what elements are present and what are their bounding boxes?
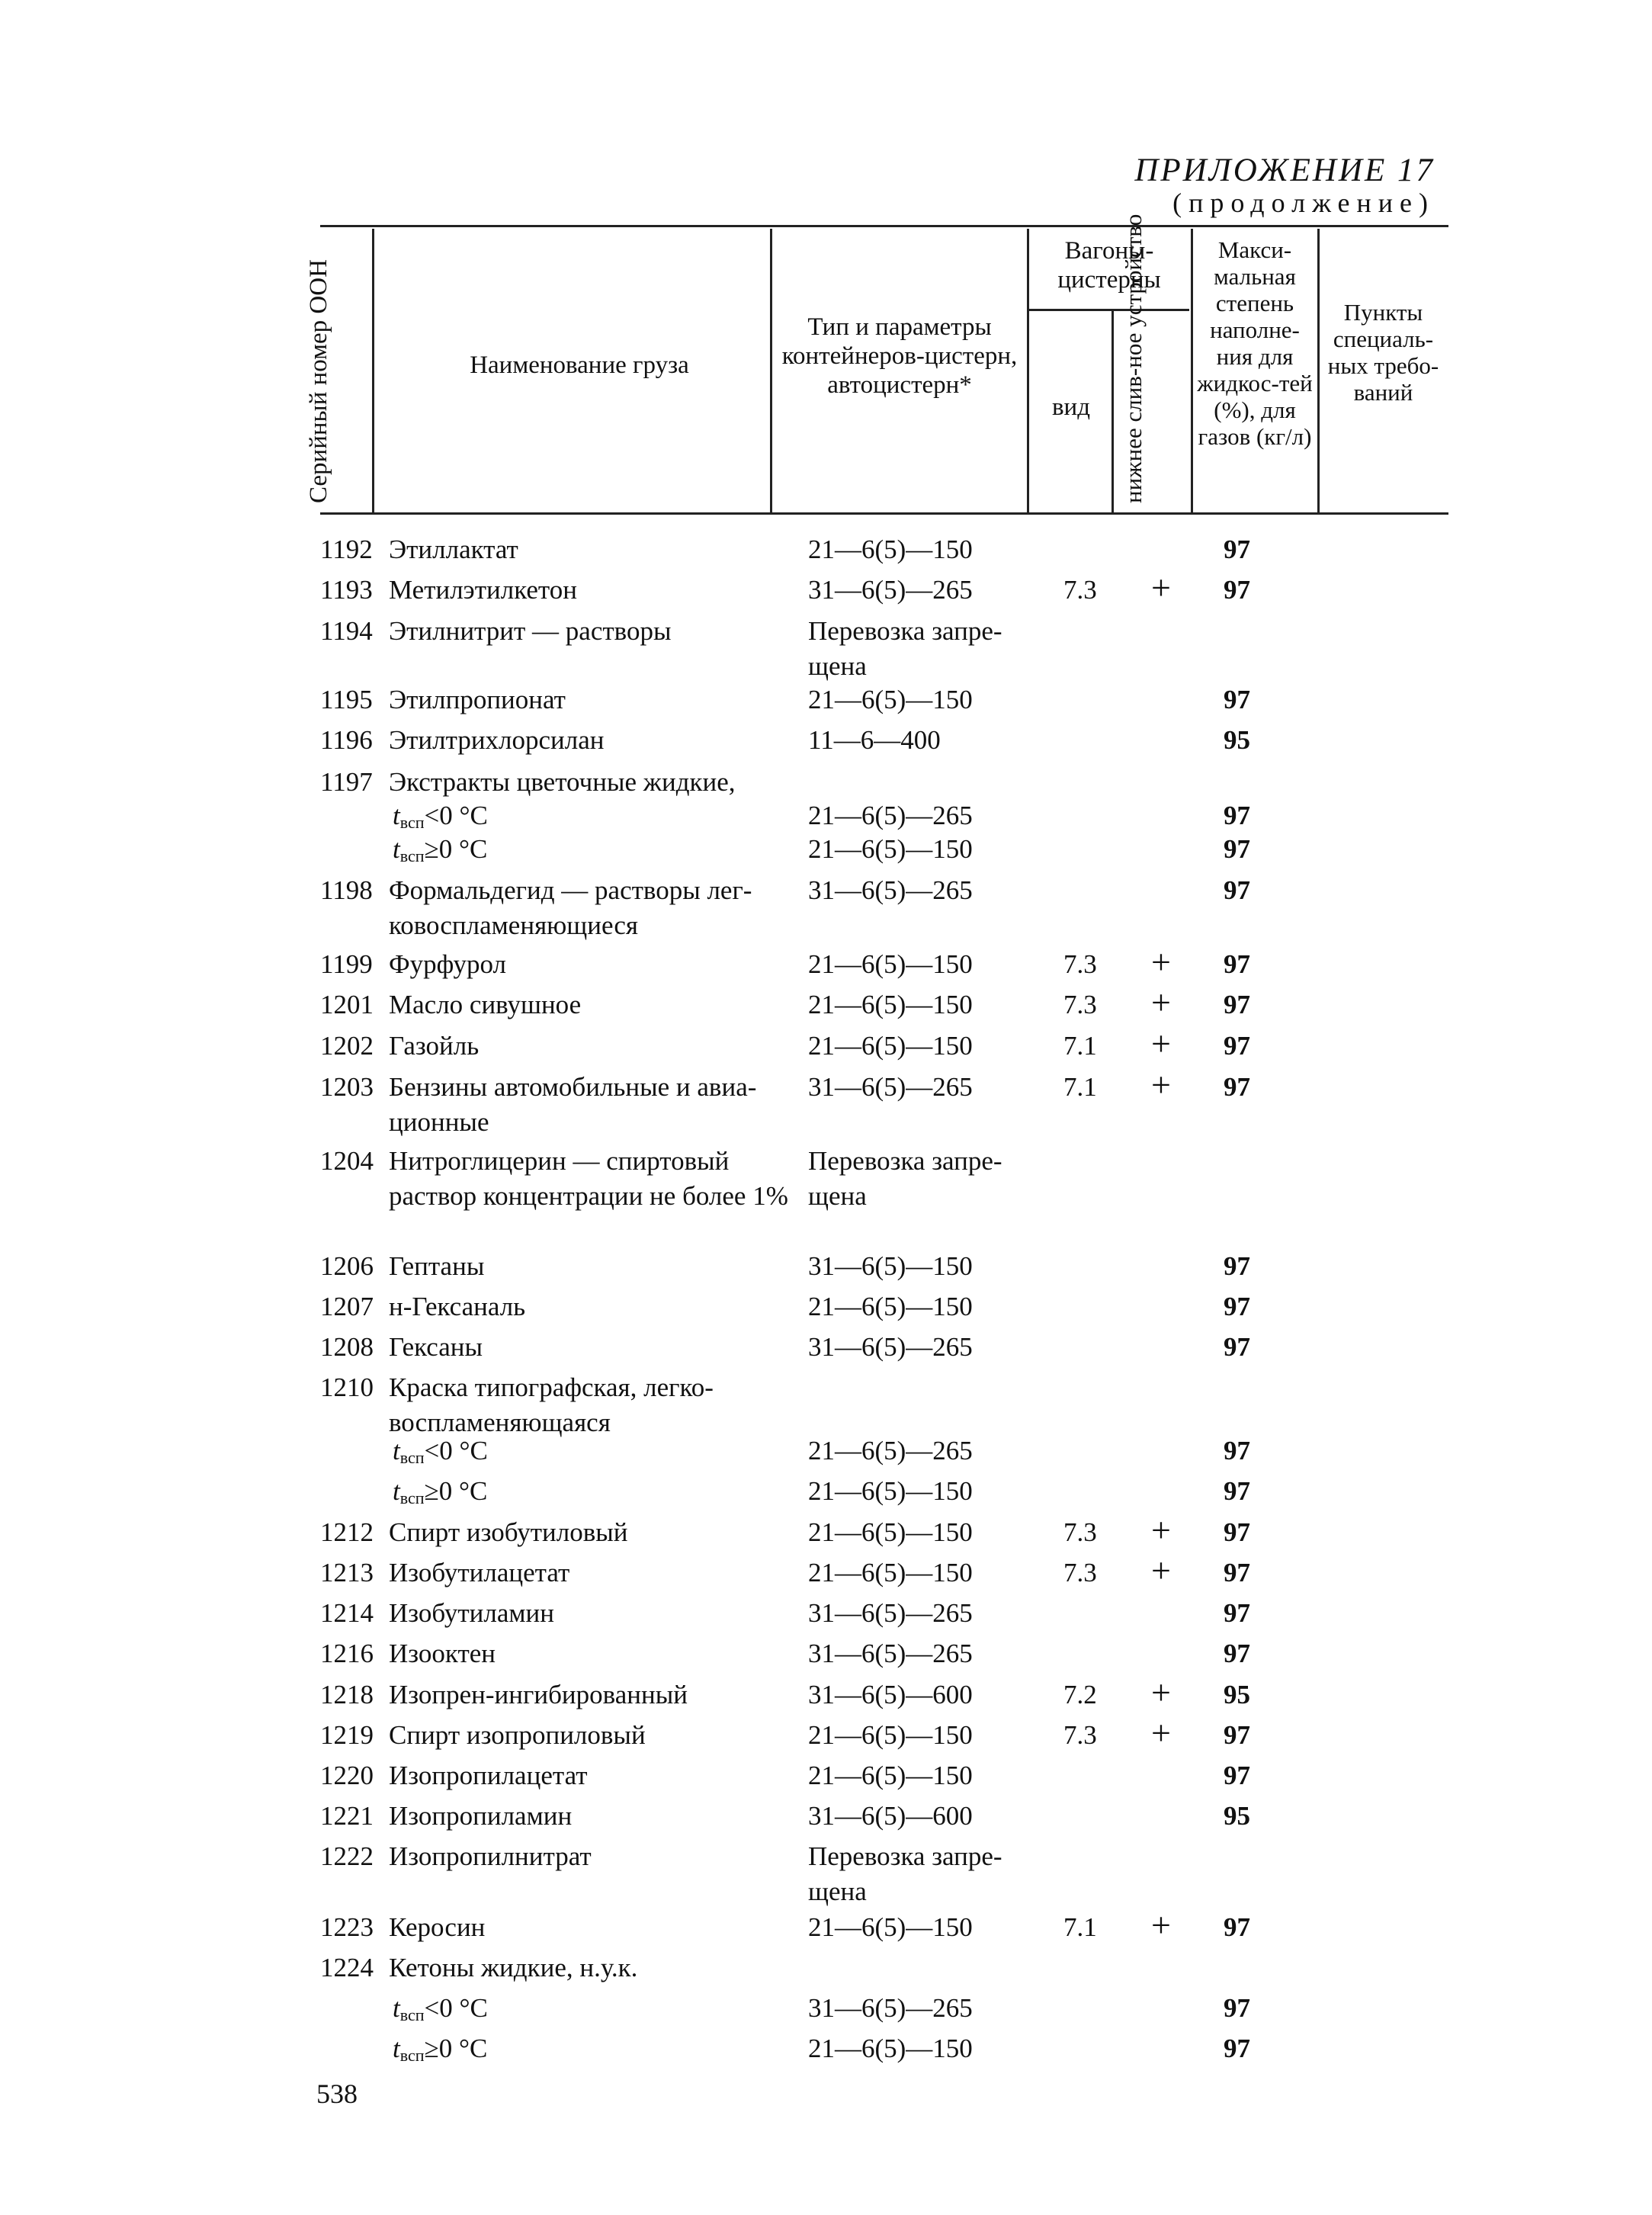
header-bottom-rule bbox=[320, 512, 1448, 515]
appendix-subtitle: (продолжение) bbox=[1172, 188, 1435, 219]
col-divider-3 bbox=[1027, 229, 1029, 512]
header-container-type: Тип и параметры контейнеров-цистерн, автоцистерн* bbox=[781, 313, 1018, 399]
col-divider-4 bbox=[1111, 309, 1114, 512]
header-max-fill: Макси-мальная степень наполне-ния для жидкос-тей (%), для газов (кг/л) bbox=[1197, 236, 1313, 450]
page-number: 538 bbox=[316, 2079, 358, 2109]
header-bottom-drain: нижнее слив-ное устройство bbox=[1120, 213, 1147, 503]
wagons-sub-rule bbox=[1029, 309, 1189, 311]
col-divider-6 bbox=[1317, 229, 1320, 512]
header-cargo-name: Наименование груза bbox=[470, 352, 689, 379]
header-wagons: Вагоны-цистерны bbox=[1057, 237, 1161, 294]
appendix-heading bbox=[1134, 152, 1435, 219]
header-top-rule bbox=[320, 225, 1448, 227]
header-serial-number: Серийный номер ООН bbox=[305, 259, 332, 503]
header-special-requirements: Пункты специаль-ных требо-ваний bbox=[1327, 299, 1439, 406]
col-divider-1 bbox=[372, 229, 374, 512]
header-wagon-type: вид bbox=[1051, 393, 1091, 421]
col-divider-2 bbox=[770, 229, 772, 512]
appendix-title: ПРИЛОЖЕНИЕ 17 bbox=[1134, 152, 1435, 188]
